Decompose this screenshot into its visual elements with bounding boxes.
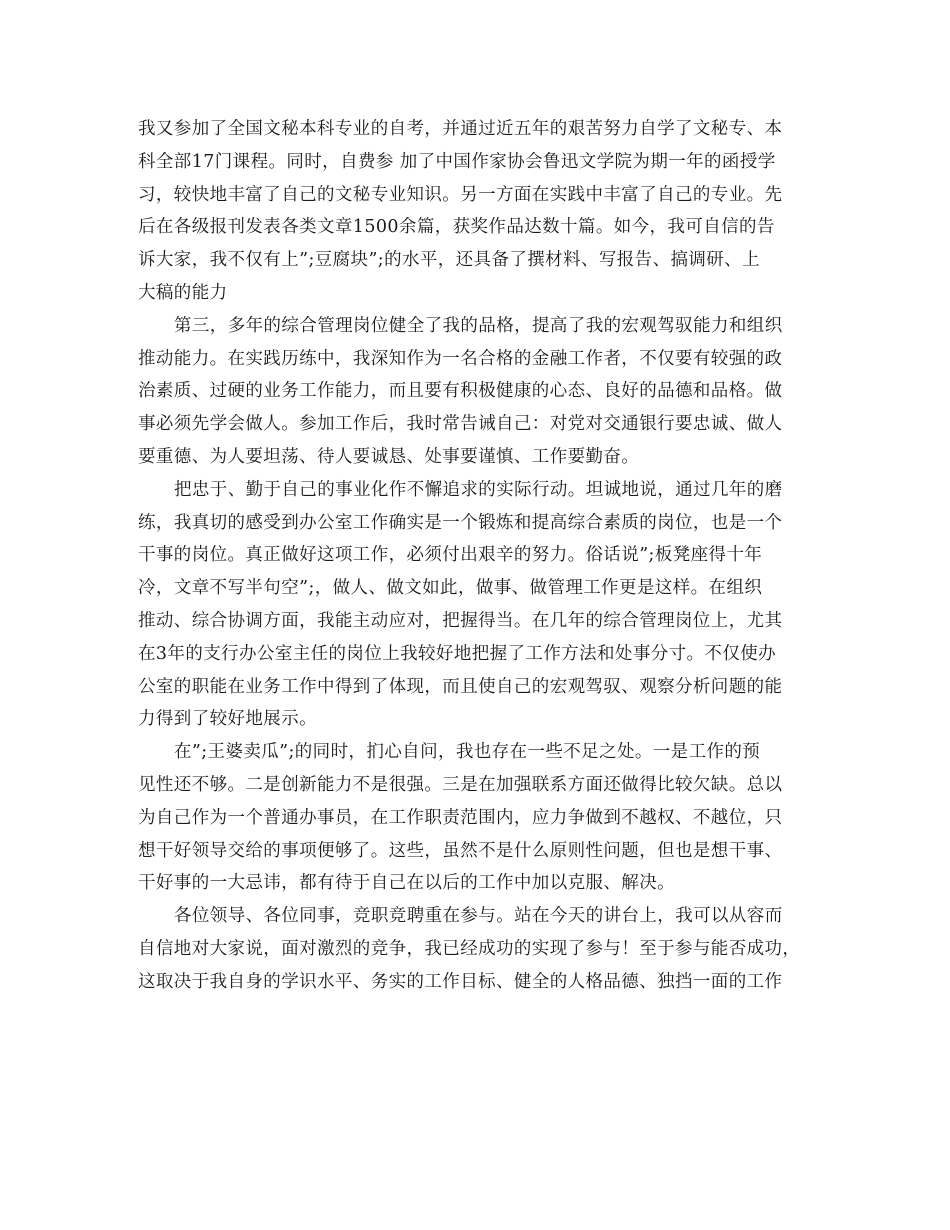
- text-line: 干好事的一大忌讳，都有待于自己在以后的工作中加以克服、解决。: [138, 873, 675, 894]
- text-line: 后在各级报刊发表各类文章1500余篇，获奖作品达数十篇。如今，我可自信的告: [138, 217, 775, 238]
- text-line: 推动能力。在实践历练中，我深知作为一名合格的金融工作者，不仅要有较强的政: [138, 348, 783, 369]
- text-line: 为自己作为一个普通办事员，在工作职责范围内，应力争做到不越权、不越位，只: [138, 807, 783, 828]
- text-line: 见性还不够。二是创新能力不是很强。三是在加强联系方面还做得比较欠缺。总以: [138, 774, 783, 795]
- text-line: 科全部17门课程。同时，自费参 加了中国作家协会鲁迅文学院为期一年的函授学: [138, 151, 776, 172]
- text-line: 大稿的能力: [138, 282, 228, 303]
- text-line: 推动、综合协调方面，我能主动应对，把握得当。在几年的综合管理岗位上，尤其: [138, 610, 783, 631]
- document-body: [138, 113, 814, 999]
- paragraph-start-line: 第三，多年的综合管理岗位健全了我的品格，提高了我的宏观驾驭能力和组织: [174, 315, 783, 336]
- text-line: 事必须先学会做人。参加工作后，我时常告诫自己：对党对交通银行要忠诚、做人: [138, 414, 783, 435]
- paragraph-start-line: 把忠于、勤于自己的事业化作不懈追求的实际行动。坦诚地说，通过几年的磨: [174, 479, 783, 500]
- text-line: 诉大家，我不仅有上”;豆腐块”;的水平，还具备了撰材料、写报告、搞调研、上: [138, 250, 760, 271]
- text-line: 自信地对大家说，面对激烈的竞争，我已经成功的实现了参与！至于参与能否成功，: [138, 938, 801, 959]
- text-line: 我又参加了全国文秘本科专业的自考，并通过近五年的艰苦努力自学了文秘专、本: [138, 119, 783, 139]
- text-line: 要重德、为人要坦荡、待人要诚恳、处事要谨慎、工作要勤奋。: [138, 446, 640, 467]
- text-line: 力得到了较好地展示。: [138, 709, 317, 730]
- text-line: 在3年的支行办公室主任的岗位上我较好地把握了工作方法和处事分寸。不仅使办: [138, 643, 777, 664]
- text-line: 公室的职能在业务工作中得到了体现，而且使自己的宏观驾驭、观察分析问题的能: [138, 676, 783, 697]
- paragraph-start-line: 各位领导、各位同事，竞职竞聘重在参与。站在今天的讲台上，我可以从容而: [174, 906, 783, 927]
- text-line: 这取决于我自身的学识水平、务实的工作目标、健全的人格品德、独挡一面的工作: [138, 971, 783, 992]
- text-line: 练，我真切的感受到办公室工作确实是一个锻炼和提高综合素质的岗位，也是一个: [138, 512, 783, 533]
- text-line: 干事的岗位。真正做好这项工作，必须付出艰辛的努力。俗话说”;板凳座得十年: [138, 545, 763, 566]
- text-line: 治素质、过硬的业务工作能力，而且要有积极健康的心态、良好的品德和品格。做: [138, 381, 783, 402]
- text-line: 想干好领导交给的事项便够了。这些，虽然不是什么原则性问题，但也是想干事、: [138, 840, 783, 861]
- paragraph-start-line: 在”;王婆卖瓜”;的同时，扪心自问，我也存在一些不足之处。一是工作的预: [174, 742, 761, 763]
- text-line: 习，较快地丰富了自己的文秘专业知识。另一方面在实践中丰富了自己的专业。先: [138, 184, 783, 205]
- text-line: 冷，文章不写半句空”;，做人、做文如此，做事、做管理工作更是这样。在组织: [138, 578, 763, 599]
